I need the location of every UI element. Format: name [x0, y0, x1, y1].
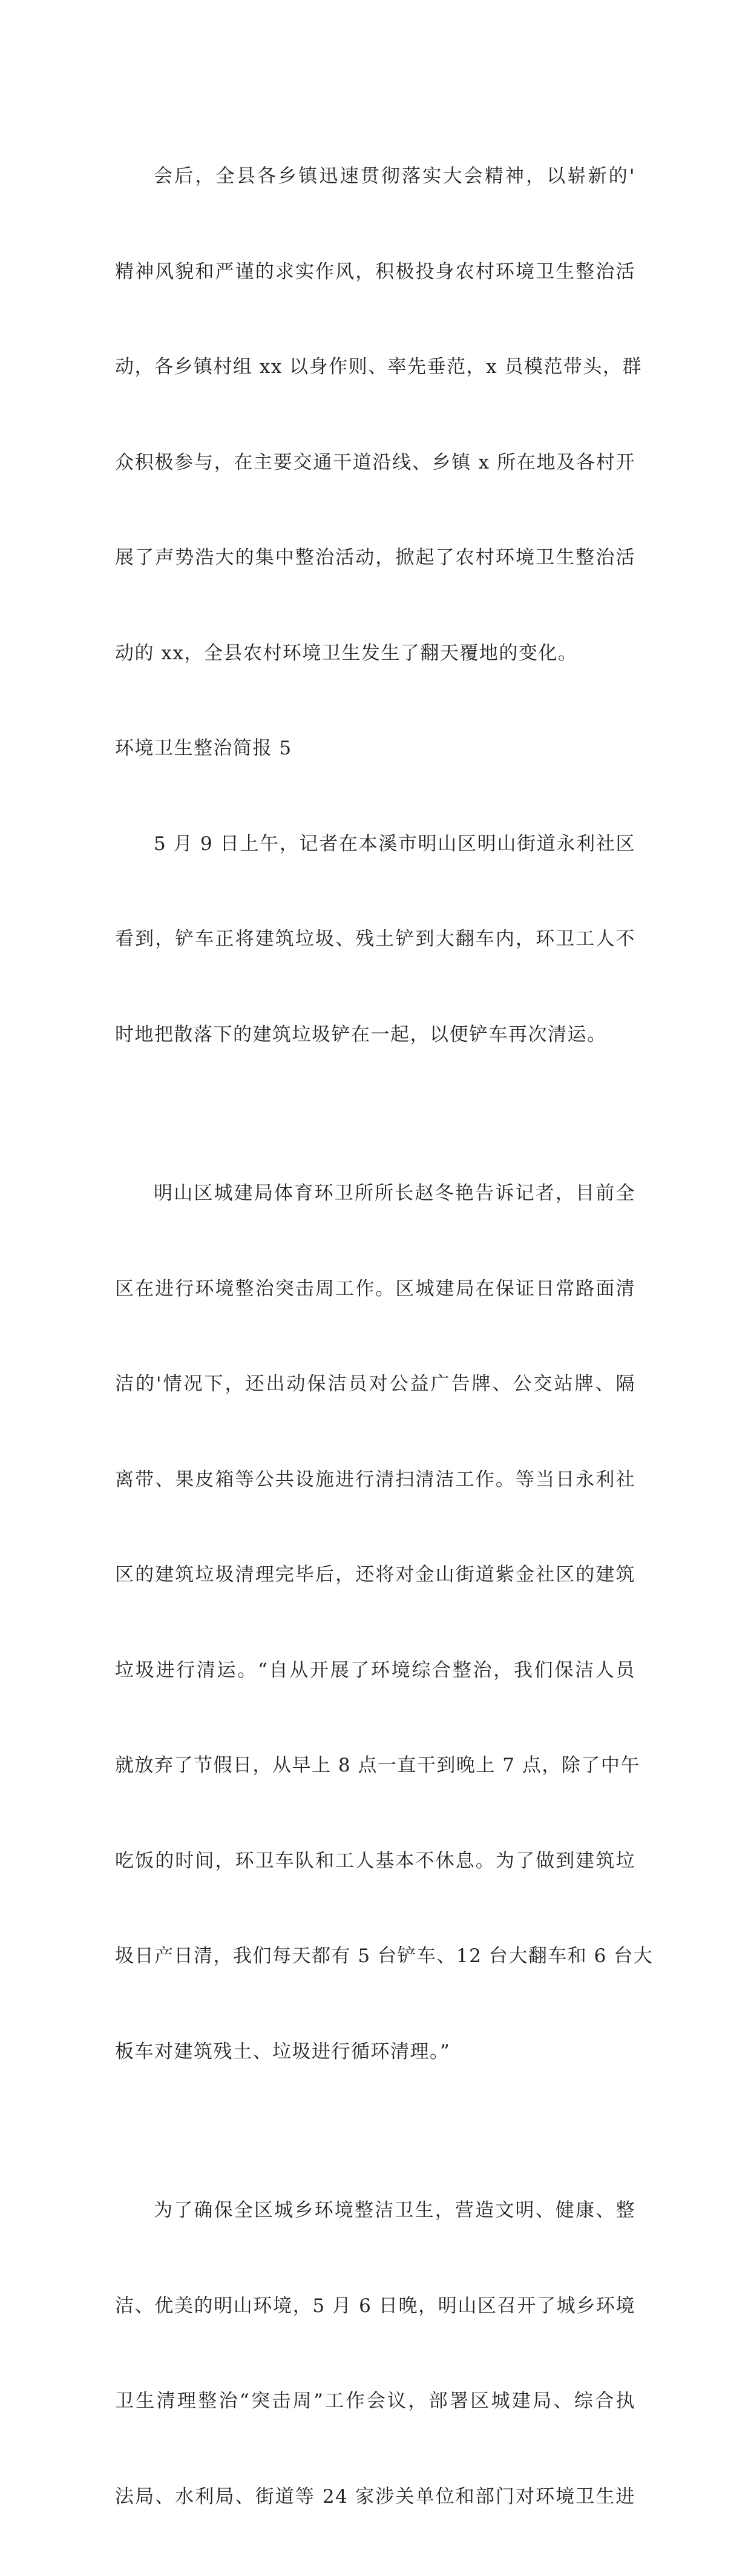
paragraph-2 — [115, 765, 635, 1115]
text-line: 吃饭的时间，环卫车队和工人基本不休息。为了做到建筑垃 — [115, 1850, 635, 1872]
document-body — [115, 97, 654, 2576]
paragraph-1 — [115, 97, 643, 733]
text-line: 洁的'情况下，还出动保洁员对公益广告牌、公交站牌、隔 — [115, 1373, 635, 1395]
text-line: 众积极参与，在主要交通干道沿线、乡镇 x 所在地及各村开 — [115, 451, 635, 473]
text-line: 明山区城建局体育环卫所所长赵冬艳告诉记者，目前全 — [154, 1182, 635, 1204]
text-line: 时地把散落下的建筑垃圾铲在一起，以便铲车再次清运。 — [115, 1023, 607, 1046]
text-line: 展了声势浩大的集中整治活动，掀起了农村环境卫生整治活 — [115, 547, 635, 568]
text-line: 区在进行环境整治突击周工作。区城建局在保证日常路面清 — [115, 1277, 635, 1300]
text-line: 为了确保全区城乡环境整洁卫生，营造文明、健康、整 — [154, 2199, 635, 2221]
heading-text: 环境卫生整治简报 5 — [115, 737, 292, 759]
text-line: 卫生清理整治“突击周”工作会议，部署区城建局、综合执 — [115, 2390, 635, 2412]
text-line: 圾日产日清，我们每天都有 5 台铲车、12 台大翻车和 6 台大 — [115, 1945, 654, 1967]
text-line: 法局、水利局、街道等 24 家涉关单位和部门对环境卫生进 — [115, 2485, 635, 2508]
text-line: 区的建筑垃圾清理完毕后，还将对金山街道紫金社区的建筑 — [115, 1564, 635, 1586]
text-line: 板车对建筑残土、垃圾进行循环清理。” — [115, 2040, 451, 2063]
text-line: 看到，铲车正将建筑垃圾、残土铲到大翻车内，环卫工人不 — [115, 928, 635, 950]
paragraph-4 — [115, 2131, 635, 2576]
text-line: 离带、果皮箱等公共设施进行清扫清洁工作。等当日永利社 — [115, 1468, 635, 1491]
text-line: 动的 xx，全县农村环境卫生发生了翻天覆地的变化。 — [115, 642, 578, 664]
text-line: 动，各乡镇村组 xx 以身作则、率先垂范，x 员模范带头，群 — [115, 356, 643, 378]
section-heading — [115, 733, 635, 765]
text-line: 垃圾进行清运。“自从开展了环境综合整治，我们保洁人员 — [115, 1659, 635, 1681]
paragraph-3 — [115, 1114, 654, 2131]
text-line: 会后，全县各乡镇迅速贯彻落实大会精神，以崭新的' — [154, 165, 635, 187]
text-line: 精神风貌和严谨的求实作风，积极投身农村环境卫生整治活 — [115, 260, 635, 283]
text-line: 5 月 9 日上午，记者在本溪市明山区明山街道永利社区 — [154, 832, 635, 855]
text-line: 洁、优美的明山环境，5 月 6 日晚，明山区召开了城乡环境 — [115, 2294, 635, 2317]
text-line: 就放弃了节假日，从早上 8 点一直干到晚上 7 点，除了中午 — [115, 1754, 640, 1776]
